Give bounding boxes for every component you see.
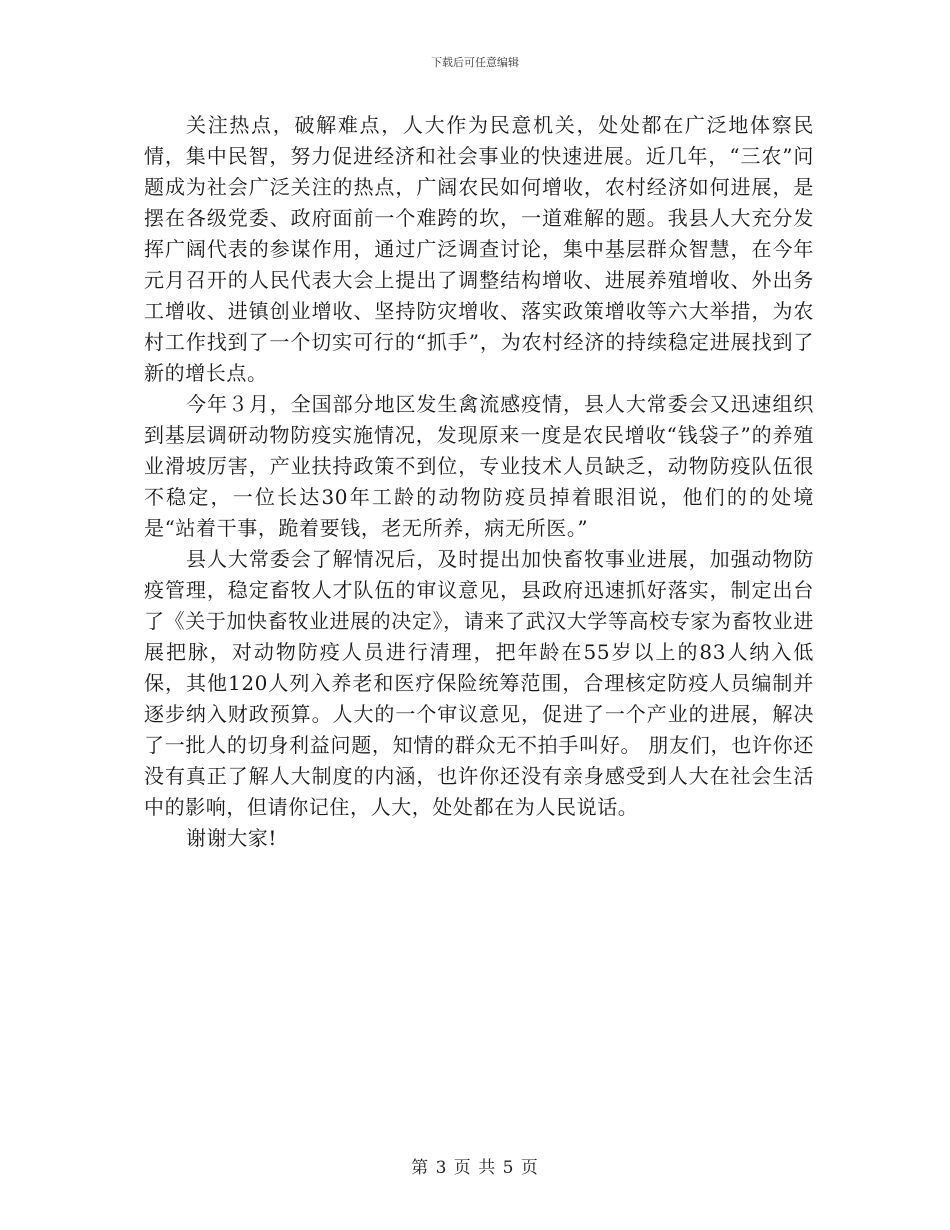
header-note: 下载后可任意编辑 <box>431 56 519 69</box>
page-footer: 第 3 页 共 5 页 <box>411 1158 539 1178</box>
document-body <box>144 110 814 854</box>
paragraph-3: 县人大常委会了解情况后，及时提出加快畜牧事业进展，加强动物防疫管理，稳定畜牧人才队伍的审议意见，县政府迅速抓好落实，制定出台了《关于加快畜牧业进展的决定》，请来了武汉大学等高校专家为畜牧业进展把脉，对动物防疫人员进行清理，把年龄在55岁以上的83人纳入低保，其他120人列入养老和医疗保险统筹范围，合理核定防疫人员编制并逐步纳入财政预算。人大的一个审议意见，促进了一个产业的进展，解决了一批人的切身利益问题，知情的群众无不拍手叫好。 朋友们，也许你还没有真正了解人大制度的内涵，也许你还没有亲身感受到人大在社会生活中的影响，但请你记住，人大，处处都在为人民说话。 <box>144 547 814 819</box>
paragraph-1: 关注热点，破解难点，人大作为民意机关，处处都在广泛地体察民情，集中民智，努力促进经济和社会事业的快速进展。近几年，“三农”问题成为社会广泛关注的热点，广阔农民如何增收，农村经济如何进展，是摆在各级党委、政府面前一个难跨的坎，一道难解的题。我县人大充分发挥广阔代表的参谋作用，通过广泛调查讨论，集中基层群众智慧，在今年元月召开的人民代表大会上提出了调整结构增收、进展养殖增收、外出务工增收、进镇创业增收、坚持防灾增收、落实政策增收等六大举措，为农村工作找到了一个切实可行的“抓手”，为农村经济的持续稳定进展找到了新的增长点。 <box>144 113 814 385</box>
paragraph-closing: 谢谢大家! <box>186 826 278 850</box>
paragraph-2: 今年３月，全国部分地区发生禽流感疫情，县人大常委会又迅速组织到基层调研动物防疫实施情况，发现原来一度是农民增收“钱袋子”的养殖业滑坡厉害，产业扶持政策不到位，专业技术人员缺乏，动物防疫队伍很不稳定，一位长达30年工龄的动物防疫员掉着眼泪说，他们的的处境是“站着干事，跪着要钱，老无所养，病无所医。” <box>144 392 814 540</box>
